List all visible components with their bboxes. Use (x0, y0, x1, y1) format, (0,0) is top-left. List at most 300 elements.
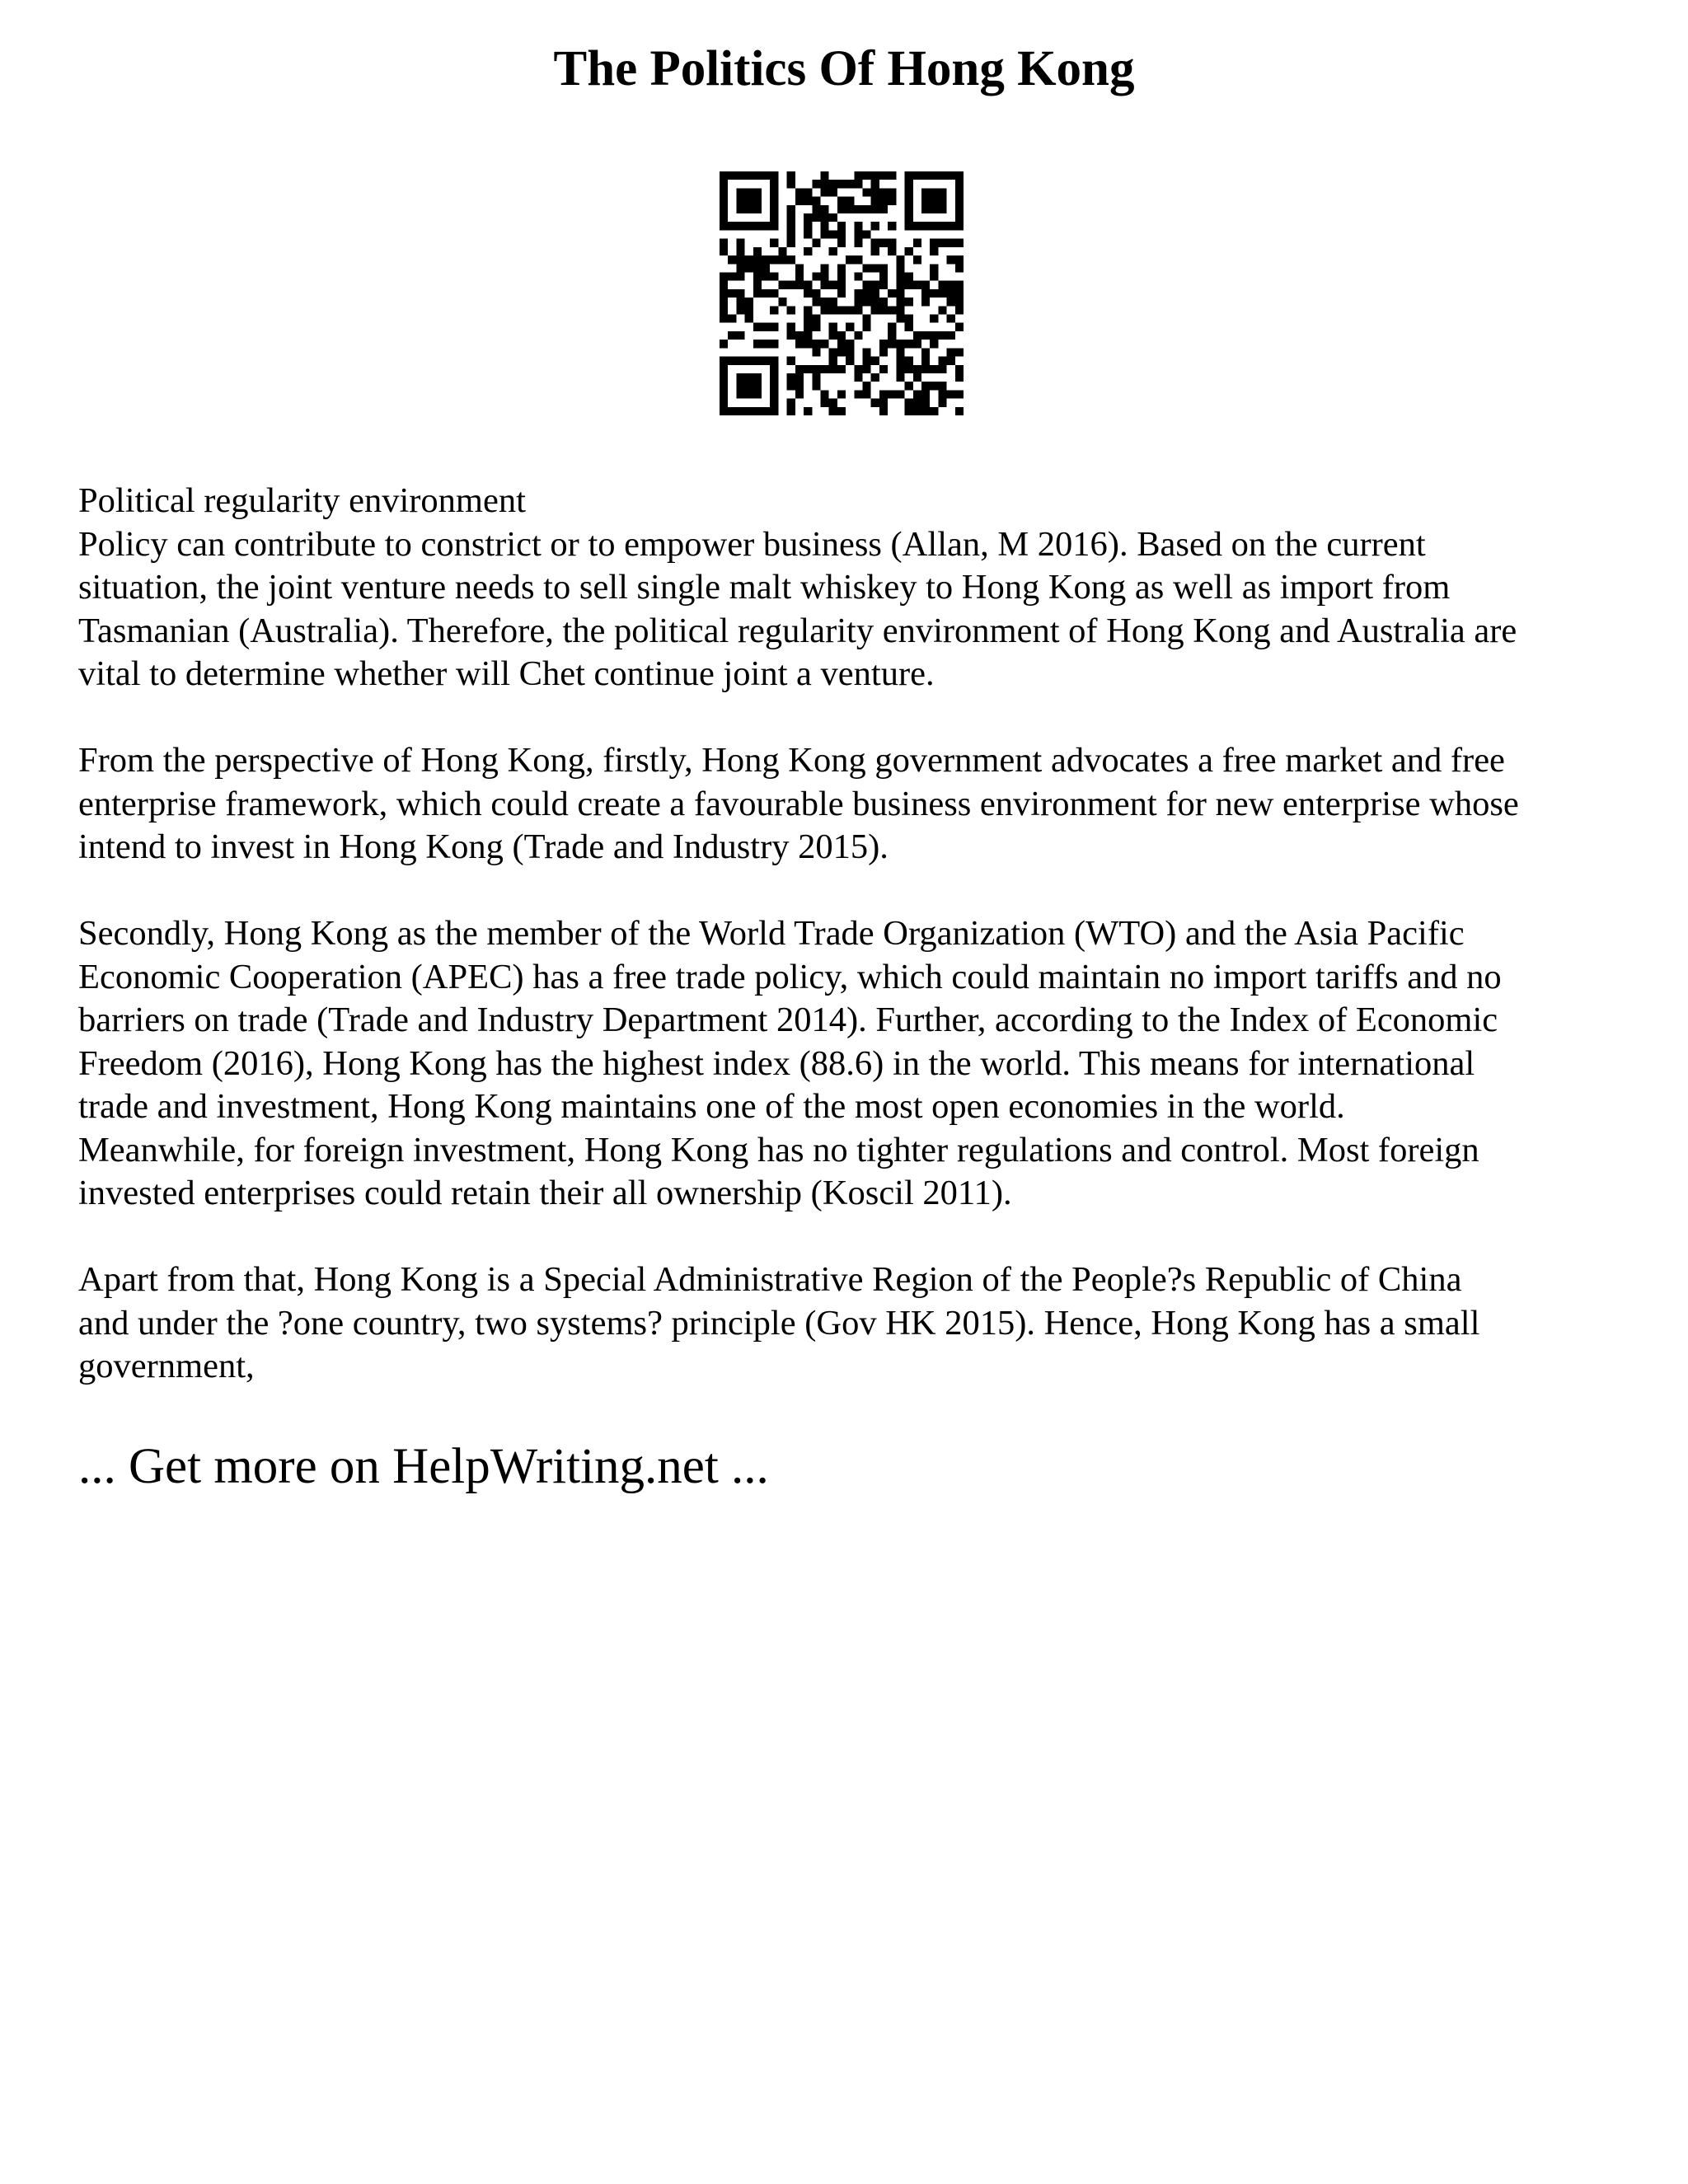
qr-module (947, 315, 955, 323)
qr-module (753, 264, 762, 272)
qr-module (854, 230, 862, 238)
qr-module (888, 340, 896, 348)
qr-module (863, 365, 871, 373)
qr-module (896, 348, 904, 356)
qr-module (938, 382, 946, 390)
qr-module (837, 340, 846, 348)
qr-module (745, 306, 753, 314)
qr-module (812, 315, 820, 323)
qr-module (820, 306, 828, 314)
qr-module (837, 281, 846, 289)
qr-module (837, 306, 846, 314)
qr-module (896, 306, 904, 314)
qr-module (820, 230, 828, 238)
qr-module (795, 373, 804, 382)
qr-module (837, 239, 846, 247)
qr-module (837, 365, 846, 373)
qr-module (753, 340, 762, 348)
qr-module (804, 289, 812, 298)
qr-module (820, 205, 828, 213)
qr-module (837, 205, 846, 213)
qr-module (770, 255, 778, 264)
qr-module (930, 365, 938, 373)
qr-module (787, 281, 795, 289)
qr-module (812, 239, 820, 247)
qr-module (762, 264, 770, 272)
qr-module (736, 239, 744, 247)
qr-module (820, 399, 828, 407)
qr-module (812, 180, 820, 188)
qr-module (955, 390, 964, 398)
qr-module (955, 281, 964, 289)
qr-module (829, 399, 837, 407)
qr-module (947, 357, 955, 365)
qr-module (829, 331, 837, 340)
qr-module (736, 306, 744, 314)
qr-module (947, 348, 955, 356)
qr-module (736, 331, 744, 340)
qr-module (820, 365, 828, 373)
qr-module (837, 348, 846, 356)
qr-module (896, 365, 904, 373)
qr-module (812, 323, 820, 331)
qr-module (720, 239, 728, 247)
qr-module (787, 373, 795, 382)
qr-module (787, 399, 795, 407)
qr-module (787, 239, 795, 247)
qr-module (812, 365, 820, 373)
qr-module (947, 255, 955, 264)
qr-module (905, 399, 913, 407)
section-heading: Political regularity environment (78, 481, 526, 520)
qr-module (879, 340, 888, 348)
qr-module (896, 281, 904, 289)
qr-module (753, 323, 762, 331)
qr-module (787, 213, 795, 222)
qr-module (812, 382, 820, 390)
qr-module (930, 239, 938, 247)
qr-module (863, 298, 871, 306)
qr-module (846, 323, 854, 331)
qr-module (896, 255, 904, 264)
qr-module (947, 390, 955, 398)
paragraph-special-region: Apart from that, Hong Kong is a Special Administrative Region of the People?s Republic of China and under the ?one country, two systems? principle (Gov HK 2015). Hence, Hong Kong has a small government, (78, 1260, 1480, 1385)
qr-module (947, 331, 955, 340)
qr-module (871, 306, 879, 314)
qr-module (854, 289, 862, 298)
qr-module (930, 289, 938, 298)
qr-module (778, 247, 786, 255)
qr-module (863, 382, 871, 390)
qr-module (879, 188, 888, 196)
qr-module (863, 171, 871, 180)
qr-module (871, 247, 879, 255)
qr-module (795, 197, 804, 205)
qr-module (820, 340, 828, 348)
qr-module (888, 222, 896, 230)
qr-module (938, 365, 946, 373)
qr-module (854, 222, 862, 230)
qr-module (787, 222, 795, 230)
qr-module (787, 382, 795, 390)
qr-module (846, 306, 854, 314)
qr-module (854, 255, 862, 264)
qr-module (930, 315, 938, 323)
qr-module (938, 357, 946, 365)
qr-module (921, 365, 930, 373)
qr-module (753, 281, 762, 289)
qr-module (846, 197, 854, 205)
qr-module (938, 281, 946, 289)
qr-module (947, 281, 955, 289)
qr-module (913, 365, 921, 373)
qr-module (871, 357, 879, 365)
qr-module (829, 365, 837, 373)
qr-module (905, 357, 913, 365)
qr-module (913, 331, 921, 340)
qr-module (863, 315, 871, 323)
qr-module (879, 298, 888, 306)
qr-module (896, 272, 904, 280)
qr-module (905, 340, 913, 348)
qr-module (812, 272, 820, 280)
qr-module (812, 213, 820, 222)
qr-module (787, 230, 795, 238)
qr-module (854, 205, 862, 213)
qr-module (913, 340, 921, 348)
page-title: The Politics Of Hong Kong (553, 41, 1135, 96)
qr-module (888, 171, 896, 180)
qr-module (846, 205, 854, 213)
qr-module (879, 407, 888, 415)
qr-module (896, 289, 904, 298)
qr-module (820, 180, 828, 188)
qr-module (905, 407, 913, 415)
qr-module (804, 331, 812, 340)
qr-module (938, 239, 946, 247)
qr-module (812, 197, 820, 205)
qr-module (736, 264, 744, 272)
qr-module (854, 298, 862, 306)
qr-module (736, 298, 744, 306)
qr-module (787, 306, 795, 314)
qr-module (896, 298, 904, 306)
qr-module (728, 255, 736, 264)
qr-module (837, 264, 846, 272)
qr-module (846, 180, 854, 188)
qr-module (863, 281, 871, 289)
qr-module (879, 306, 888, 314)
qr-module (829, 180, 837, 188)
qr-module (728, 315, 736, 323)
qr-module (863, 188, 871, 196)
qr-module (955, 348, 964, 356)
qr-module (863, 390, 871, 398)
get-more-link[interactable]: ... Get more on HelpWriting.net ... (78, 1439, 769, 1494)
qr-module (955, 289, 964, 298)
qr-module (905, 323, 913, 331)
qr-module (871, 205, 879, 213)
qr-module (863, 323, 871, 331)
qr-module (863, 289, 871, 298)
qr-module (863, 205, 871, 213)
paragraph-free-trade: Secondly, Hong Kong as the member of the World Trade Organization (WTO) and the Asia Pacific Economic Cooperation (APEC) has a free trade policy, which could maintain no import tariffs and no barriers on trade (Trade and Industry Department 2014). Further, according to the Index of Economic Freedom (2016), Hong Kong has the highest index (88.6) in the world. This means for international trade and investment, Hong Kong maintains one of the most open economies in the world. Meanwhile, for foreign investment, Hong Kong has no tighter regulations and control. Most foreign invested enterprises could retain their all ownership (Koscil 2011). (78, 914, 1502, 1212)
qr-module (879, 399, 888, 407)
qr-module (829, 188, 837, 196)
qr-module (837, 197, 846, 205)
qr-module (736, 247, 744, 255)
qr-module (820, 298, 828, 306)
qr-module (955, 264, 964, 272)
qr-module (795, 264, 804, 272)
qr-module (871, 399, 879, 407)
qr-module (720, 298, 728, 306)
qr-module (795, 382, 804, 390)
qr-module (921, 331, 930, 340)
qr-module (762, 323, 770, 331)
qr-module (913, 399, 921, 407)
qr-module (795, 281, 804, 289)
qr-module (921, 281, 930, 289)
qr-module (879, 197, 888, 205)
qr-module (812, 298, 820, 306)
qr-module (863, 348, 871, 356)
qr-module (745, 298, 753, 306)
qr-module (812, 289, 820, 298)
qr-module (829, 407, 837, 415)
qr-code-graphic (720, 171, 964, 415)
qr-module (947, 239, 955, 247)
qr-module (905, 247, 913, 255)
qr-module (871, 281, 879, 289)
qr-module (804, 340, 812, 348)
qr-module (762, 272, 770, 280)
qr-module (778, 255, 786, 264)
qr-module (770, 272, 778, 280)
qr-module (787, 323, 795, 331)
qr-module (947, 298, 955, 306)
qr-module (829, 213, 837, 222)
qr-module (871, 197, 879, 205)
qr-module (913, 255, 921, 264)
qr-module (905, 315, 913, 323)
qr-module (812, 348, 820, 356)
qr-module (795, 272, 804, 280)
qr-module (804, 230, 812, 238)
qr-module (804, 323, 812, 331)
qr-module (804, 188, 812, 196)
qr-module (879, 281, 888, 289)
qr-module (921, 298, 930, 306)
qr-module (930, 272, 938, 280)
qr-module (804, 197, 812, 205)
qr-module (837, 222, 846, 230)
qr-module (736, 255, 744, 264)
qr-module (804, 315, 812, 323)
qr-module (930, 407, 938, 415)
qr-module (820, 188, 828, 196)
qr-module (879, 171, 888, 180)
qr-module (930, 331, 938, 340)
qr-module (888, 247, 896, 255)
qr-module (854, 331, 862, 340)
qr-module (770, 289, 778, 298)
qr-module (938, 289, 946, 298)
qr-module (820, 281, 828, 289)
qr-module (770, 340, 778, 348)
qr-module (930, 247, 938, 255)
qr-module (745, 255, 753, 264)
qr-module (921, 399, 930, 407)
qr-code-icon (720, 171, 964, 415)
qr-module (888, 239, 896, 247)
qr-module (846, 255, 854, 264)
qr-module (837, 390, 846, 398)
qr-module (720, 306, 728, 314)
qr-module (921, 407, 930, 415)
qr-module (871, 298, 879, 306)
qr-module (720, 340, 728, 348)
qr-module (854, 239, 862, 247)
qr-module (720, 272, 728, 280)
qr-module (820, 171, 828, 180)
qr-module (888, 197, 896, 205)
qr-module (930, 340, 938, 348)
qr-module (804, 222, 812, 230)
qr-module (955, 365, 964, 373)
qr-module (829, 357, 837, 365)
qr-module (846, 340, 854, 348)
qr-module (896, 373, 904, 382)
qr-module (804, 281, 812, 289)
qr-module (888, 390, 896, 398)
qr-module (829, 247, 837, 255)
qr-module (837, 407, 846, 415)
paragraph-free-market: From the perspective of Hong Kong, firstly, Hong Kong government advocates a free market and free enterprise framework, which could create a favourable business environment for new enterprise whose intend to invest in Hong Kong (Trade and Industry 2015). (78, 741, 1519, 866)
qr-module (720, 289, 728, 298)
qr-module (804, 365, 812, 373)
qr-module (720, 281, 728, 289)
qr-module (829, 348, 837, 356)
qr-module (787, 407, 795, 415)
qr-module (888, 323, 896, 331)
qr-module (896, 264, 904, 272)
qr-module (879, 264, 888, 272)
qr-module (921, 289, 930, 298)
qr-module (854, 171, 862, 180)
qr-module (938, 331, 946, 340)
qr-module (787, 180, 795, 188)
qr-module (787, 205, 795, 213)
qr-module (955, 323, 964, 331)
qr-module (930, 382, 938, 390)
qr-module (871, 289, 879, 298)
qr-module (938, 306, 946, 314)
paragraph-policy: Policy can contribute to constrict or to empower business (Allan, M 2016). Based on the current situation, the joint venture needs to sell single malt whiskey to Hong Kong as well as import from Tasmanian (Australia). Therefore, the political regularity environment of Hong Kong and Australia are vital to determine whether will Chet continue joint a venture. (78, 524, 1517, 693)
qr-module (728, 289, 736, 298)
qr-module (879, 390, 888, 398)
qr-module (804, 247, 812, 255)
qr-module (820, 272, 828, 280)
qr-module (879, 239, 888, 247)
qr-module (955, 373, 964, 382)
qr-module (770, 239, 778, 247)
qr-module (795, 365, 804, 373)
qr-module (720, 247, 728, 255)
qr-module (930, 264, 938, 272)
qr-module (955, 298, 964, 306)
qr-module (921, 382, 930, 390)
qr-module (854, 306, 862, 314)
qr-module (795, 331, 804, 340)
qr-module (913, 373, 921, 382)
qr-module (905, 281, 913, 289)
qr-module (854, 272, 862, 280)
qr-module (947, 289, 955, 298)
qr-module (837, 331, 846, 340)
qr-module (888, 188, 896, 196)
qr-module (770, 306, 778, 314)
qr-module (812, 373, 820, 382)
qr-module (871, 222, 879, 230)
qr-module (938, 399, 946, 407)
qr-module (921, 348, 930, 356)
qr-module (753, 289, 762, 298)
qr-module (896, 357, 904, 365)
qr-module (787, 357, 795, 365)
qr-module (896, 340, 904, 348)
qr-module (905, 272, 913, 280)
qr-module (871, 239, 879, 247)
qr-module (820, 264, 828, 272)
qr-module (871, 264, 879, 272)
qr-module (879, 272, 888, 280)
qr-module (753, 255, 762, 264)
qr-module (871, 171, 879, 180)
qr-module (795, 390, 804, 398)
qr-module (955, 239, 964, 247)
qr-module (905, 365, 913, 373)
qr-module (905, 382, 913, 390)
qr-module (879, 365, 888, 373)
qr-module (938, 390, 946, 398)
qr-module (787, 171, 795, 180)
qr-module (820, 222, 828, 230)
qr-module (837, 230, 846, 238)
qr-module (762, 289, 770, 298)
qr-module (854, 390, 862, 398)
qr-module (863, 230, 871, 238)
qr-module (787, 331, 795, 340)
document-body (78, 480, 1636, 1432)
qr-module (829, 281, 837, 289)
qr-module (921, 357, 930, 365)
qr-module (753, 272, 762, 280)
qr-module (888, 306, 896, 314)
qr-module (879, 205, 888, 213)
qr-module (795, 340, 804, 348)
qr-module (913, 281, 921, 289)
qr-module (728, 272, 736, 280)
qr-module (854, 180, 862, 188)
qr-module (804, 306, 812, 314)
qr-module (753, 247, 762, 255)
qr-module (837, 272, 846, 280)
qr-module (871, 180, 879, 188)
qr-module (863, 357, 871, 365)
qr-module (720, 315, 728, 323)
qr-module (913, 239, 921, 247)
